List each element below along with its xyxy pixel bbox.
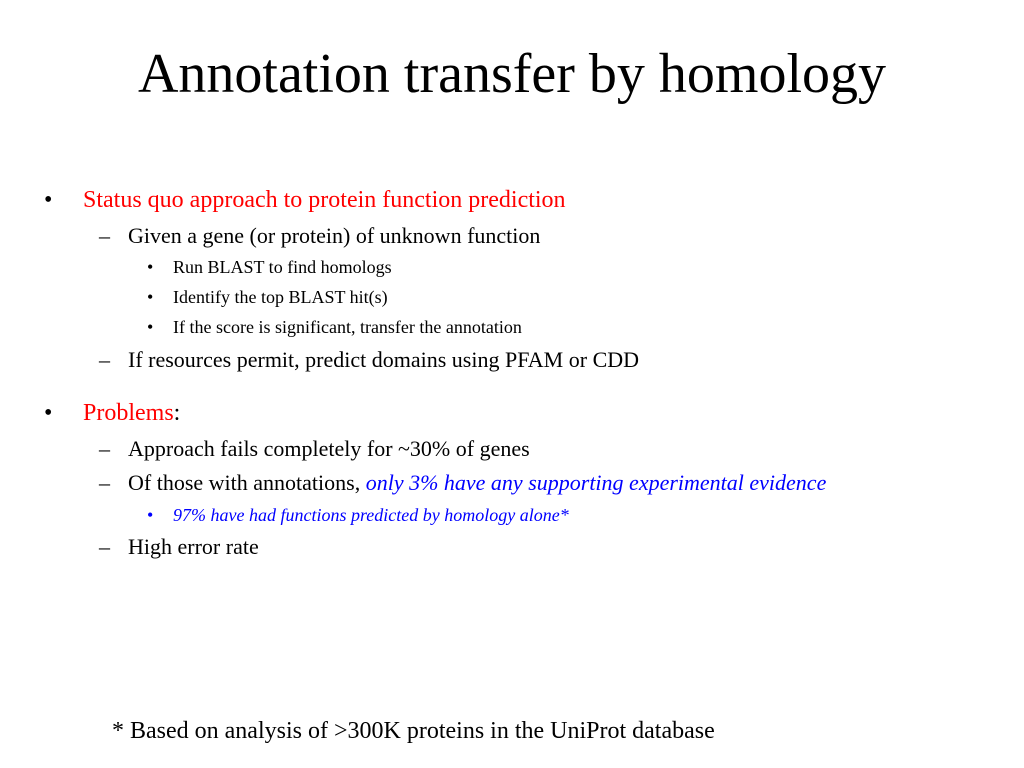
section1-item-2: Identify the top BLAST hit(s): [173, 287, 388, 307]
slide-title: Annotation transfer by homology: [137, 43, 887, 105]
section2-sub2-emphasis: only 3% have any supporting experimental evidence: [365, 470, 827, 495]
section2-heading: Problems: [83, 400, 174, 426]
section2-item-1: 97% have had functions predicted by homology alone*: [173, 505, 569, 525]
bullet-marker: •: [44, 187, 53, 213]
section2-sub1: Approach fails completely for ~30% of genes: [128, 436, 530, 461]
section2-sub3: High error rate: [128, 534, 259, 559]
section2-heading-line: [83, 398, 180, 428]
sub-bullet-marker: •: [147, 317, 154, 337]
dash-marker: –: [99, 470, 110, 495]
section1-item-3: If the score is significant, transfer the annotation: [173, 317, 522, 337]
dash-marker: –: [99, 436, 110, 461]
section2-sub2-line: [128, 469, 826, 497]
sub-bullet-marker: •: [147, 505, 154, 525]
section2-heading-suffix: :: [173, 400, 181, 426]
footnote: * Based on analysis of >300K proteins in the UniProt database: [112, 718, 715, 744]
bullet-marker: •: [44, 400, 53, 426]
section2-sub2-prefix: Of those with annotations,: [128, 470, 366, 495]
sub-bullet-marker: •: [147, 257, 154, 277]
section1-sub2: If resources permit, predict domains using PFAM or CDD: [128, 347, 640, 372]
dash-marker: –: [99, 534, 110, 559]
sub-bullet-marker: •: [147, 287, 154, 307]
section1-item-1: Run BLAST to find homologs: [173, 257, 392, 277]
dash-marker: –: [99, 223, 110, 248]
section1-sub1: Given a gene (or protein) of unknown function: [128, 223, 541, 248]
dash-marker: –: [99, 347, 110, 372]
section1-heading: Status quo approach to protein function prediction: [83, 187, 566, 213]
